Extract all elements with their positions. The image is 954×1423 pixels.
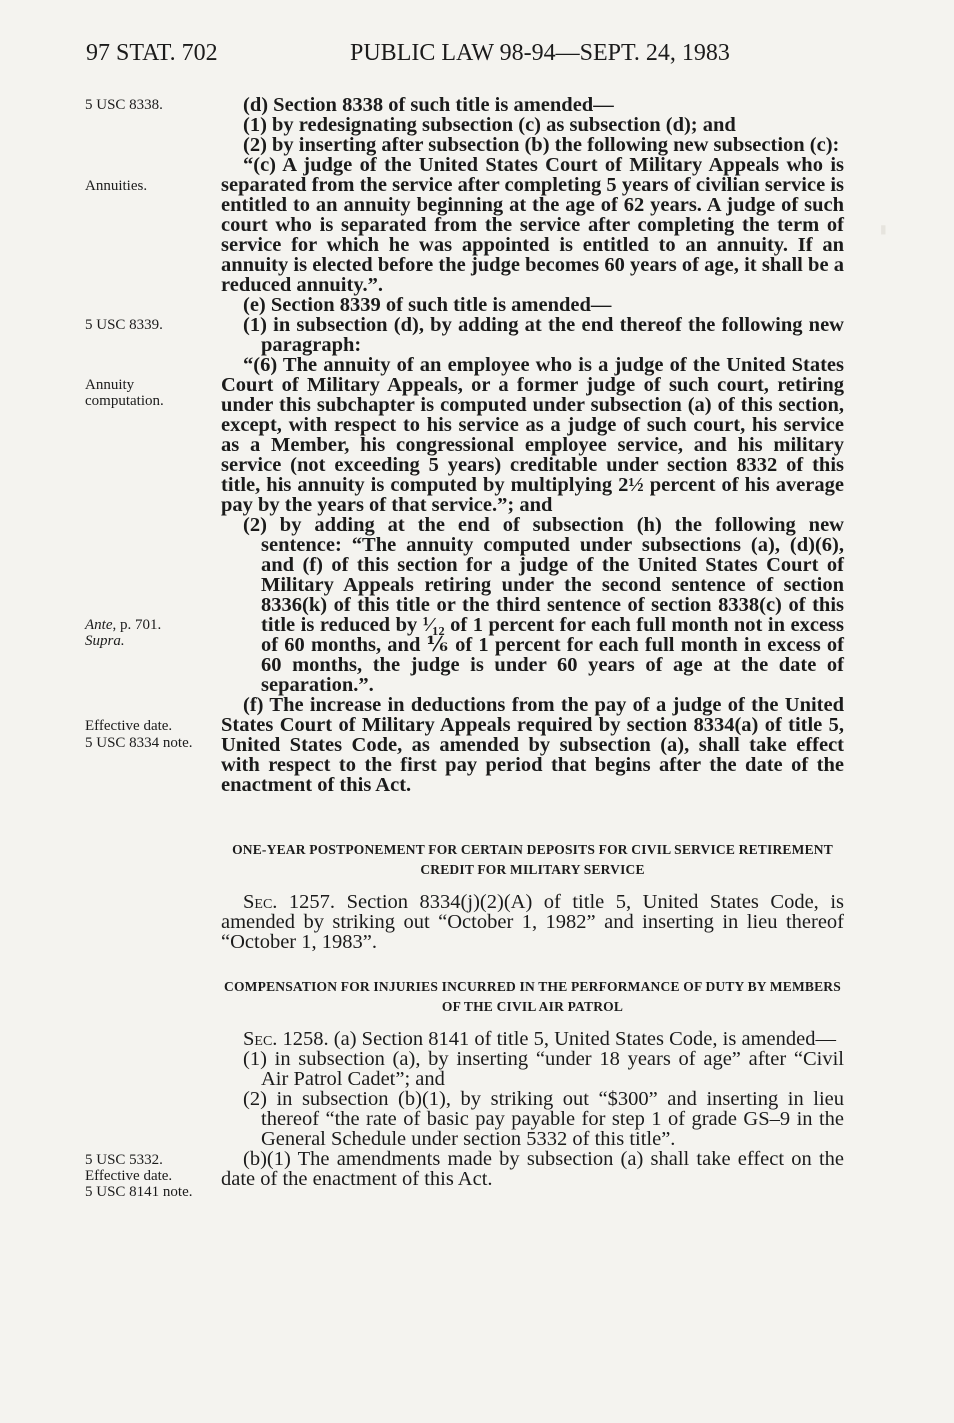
margin-note-5usc8141: 5 USC 8141 note. (85, 1184, 193, 1200)
quoted-paragraph-6: “(6) The annuity of an employee who is a judge of the United States Court of Military Appeals, or a former judge of such court, retiring under this subchapter is computed under subsection (a) of this section, except, with respect to his service as a judge of such court, his service as a Member, his congressional employee service, and his military service (not exceeding 5 years) creditable under section 8332 of this title, his annuity is computed by multiplying 2½ percent of his average pay by the years of that service.”; and (221, 354, 844, 516)
section-label: Sec. (243, 891, 278, 913)
margin-note-ante-italic: Ante (85, 617, 113, 633)
subsection-e-para2: (2) by adding at the end of subsection (h) the following new sentence: “The annuity computed under subsections (a), (d)(6), and (f) of this section for a judge of the United States Court of Military Appeals retiring under the second sentence of section 8336(k) of this title or the third sentence of section 8338(c) of this title is reduced by ¹⁄₁₂ of 1 percent for each full month not in excess of 60 months, and ⅙ of 1 percent for each full month in excess of 60 months, the judge is under 60 years of age at the date of separation.”. (243, 514, 844, 696)
margin-note-ante-rest: , p. 701. (112, 617, 162, 633)
section-1258-heading: COMPENSATION FOR INJURIES INCURRED IN THE PERFORMANCE OF DUTY BY MEMBERS OF THE CIVIL AIR PATROL (224, 979, 841, 1014)
bleed-through-mark: ▮ (880, 222, 887, 236)
quoted-subsection-c: “(c) A judge of the United States Court of Military Appeals who is separated from the service after completing 5 years of civilian service is entitled to an annuity beginning at the age of 62 years. A judge of such court who is separated from the service after completing the term of service for which he was appointed is entitled to an annuity. If an annuity is elected before the judge becomes 60 years of age, it shall be a reduced annuity.”. (221, 154, 844, 296)
margin-note-effective-date-2: Effective date. (85, 1168, 173, 1184)
margin-note-effective-date: Effective date. (85, 718, 173, 734)
margin-note-annuity-computation: Annuity computation. (85, 377, 164, 409)
margin-note-5usc8339: 5 USC 8339. (85, 317, 163, 333)
stat-page-number: 97 STAT. 702 (86, 40, 218, 66)
page-header (86, 40, 844, 74)
section-label: Sec. (243, 1028, 278, 1050)
subsection-e: (e) Section 8339 of such title is amended— (243, 294, 612, 316)
running-title: PUBLIC LAW 98-94—SEPT. 24, 1983 (350, 40, 730, 66)
section-1258-body (221, 1029, 844, 1189)
subsection-e-para1: (1) in subsection (d), by adding at the end thereof the following new paragraph: (243, 314, 844, 356)
margin-note-supra: Supra. (85, 633, 125, 649)
margin-note-5usc8338: 5 USC 8338. (85, 97, 163, 113)
subsection-d: (d) Section 8338 of such title is amended— (243, 94, 614, 116)
section-1258-text: 1258. (a) Section 8141 of title 5, United States Code, is amended— (277, 1028, 836, 1050)
section-1256-continued (221, 95, 844, 795)
margin-note-5usc5332: 5 USC 5332. (85, 1152, 163, 1168)
section-1257-text: 1257. Section 8334(j)(2)(A) of title 5, United States Code, is amended by striking out “October 1, 1982” and inserting in lieu thereof “October 1, 1983”. (221, 891, 844, 953)
section-1258-para2: (2) in subsection (b)(1), by striking out “$300” and inserting in lieu thereof “the rate of basic pay payable for step 1 of grade GS–9 in the General Schedule under section 5332 of this title”. (243, 1088, 844, 1150)
section-1257-heading: ONE-YEAR POSTPONEMENT FOR CERTAIN DEPOSITS FOR CIVIL SERVICE RETIREMENT CREDIT FOR MILITARY SERVICE (232, 842, 833, 877)
section-1258-para1: (1) in subsection (a), by inserting “under 18 years of age” after “Civil Air Patrol Cadet”; and (243, 1048, 844, 1090)
margin-note-5usc8334: 5 USC 8334 note. (85, 735, 193, 751)
section-1258-b1: (b)(1) The amendments made by subsection (a) shall take effect on the date of the enactment of this Act. (221, 1148, 844, 1190)
margin-note-annuities: Annuities. (85, 178, 148, 194)
section-1257-body (221, 892, 844, 952)
subsection-d-para1: (1) by redesignating subsection (c) as subsection (d); and (243, 114, 736, 136)
subsection-d-para2: (2) by inserting after subsection (b) the following new subsection (c): (243, 134, 840, 156)
subsection-f: (f) The increase in deductions from the pay of a judge of the United States Court of Military Appeals required by section 8334(a) of title 5, United States Code, as amended by subsection (a), shall take effect with respect to the first pay period that begins after the date of the enactment of this Act. (221, 694, 844, 796)
margin-note-ante (85, 617, 161, 633)
